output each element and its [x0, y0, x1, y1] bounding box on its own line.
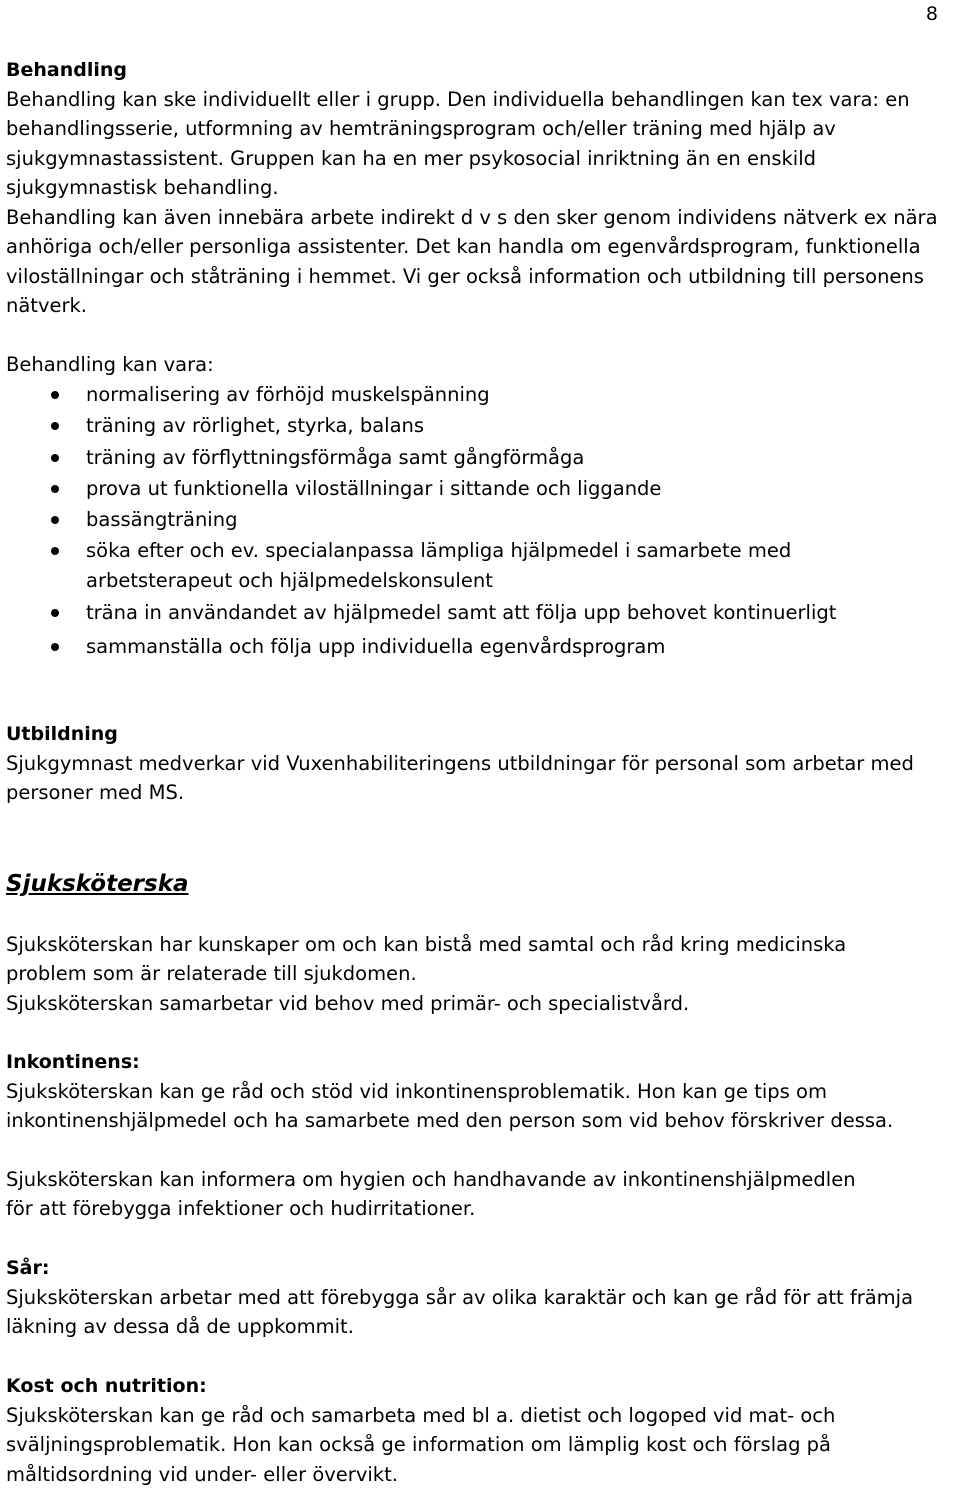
bullet-icon	[51, 391, 59, 399]
bullet-icon	[51, 547, 59, 555]
bullet-icon	[51, 422, 59, 430]
sjukskoterska-paragraph-1: Sjuksköterskan har kunskaper om och kan bistå med samtal och råd kring medicinska problem som är relaterade till sjukdomen.	[6, 933, 847, 986]
list-item	[6, 380, 950, 410]
list-item-text: träning av förflyttningsförmåga samt gångförmåga	[86, 445, 585, 469]
list-item-text: bassängträning	[86, 508, 238, 532]
list-item-text: prova ut funktionella viloställningar i sittande och liggande	[86, 476, 662, 500]
document-page	[6, 0, 950, 1491]
behandling-paragraph-2: Behandling kan även innebära arbete indirekt d v s den sker genom individens nätverk ex nära anhöriga och/eller personliga assistenter. Det kan handla om egenvårdsprogram, funktionella viloställningar och ståträning i hemmet. Vi ger också information och utbildning till personens nätverk.	[6, 206, 938, 317]
list-item-text: sammanställa och följa upp individuella egenvårdsprogram	[86, 634, 666, 658]
behandling-list	[6, 380, 950, 663]
list-item-text: träning av rörlighet, styrka, balans	[86, 414, 425, 438]
list-item-text: träna in användandet av hjälpmedel samt att följa upp behovet kontinuerligt	[86, 600, 837, 624]
bullet-icon	[51, 643, 59, 651]
behandling-list-intro: Behandling kan vara:	[6, 353, 214, 376]
heading-behandling: Behandling	[6, 59, 127, 81]
behandling-paragraph-1: Behandling kan ske individuellt eller i grupp. Den individuella behandlingen kan tex vara: en behandlingsserie, utformning av hemträningsprogram och/eller träning med hjälp av sjukgymnastassistent. Gruppen kan ha en mer psykosocial inriktning än en enskild sjukgymnastisk behandling.	[6, 88, 910, 199]
inkontinens-paragraph-1: Sjuksköterskan kan ge råd och stöd vid inkontinensproblematik. Hon kan ge tips om inkontinenshjälpmedel och ha samarbete med den person som vid behov förskriver dessa.	[6, 1080, 894, 1133]
heading-utbildning: Utbildning	[6, 723, 118, 745]
bullet-icon	[51, 454, 59, 462]
list-item-text: normalisering av förhöjd muskelspänning	[86, 383, 490, 406]
sar-paragraph: Sjuksköterskan arbetar med att förebygga sår av olika karaktär och kan ge råd för att främja läkning av dessa då de uppkommit.	[6, 1286, 914, 1339]
bullet-icon	[51, 516, 59, 524]
heading-sjukskoterska: Sjuksköterska	[6, 871, 189, 897]
list-item	[6, 536, 950, 596]
kost-paragraph: Sjuksköterskan kan ge råd och samarbeta med bl a. dietist och logoped vid mat- och sväljningsproblematik. Hon kan också ge information om lämplig kost och förslag på måltidsordning vid under- eller övervikt.	[6, 1404, 836, 1486]
list-item-text: söka efter och ev. specialanpassa lämpliga hjälpmedel i samarbete med arbetsterapeut och hjälpmedelskonsulent	[86, 539, 792, 593]
heading-kost-och-nutrition: Kost och nutrition:	[6, 1375, 207, 1397]
sjukskoterska-paragraph-2: Sjuksköterskan samarbetar vid behov med primär- och specialistvård.	[6, 992, 690, 1015]
heading-inkontinens: Inkontinens:	[6, 1051, 140, 1073]
list-item	[6, 474, 950, 504]
list-item	[6, 443, 950, 473]
heading-sar: Sår:	[6, 1257, 50, 1279]
bullet-icon	[51, 609, 59, 617]
page-number: 8	[925, 3, 938, 25]
list-item	[6, 411, 950, 441]
list-item	[6, 632, 950, 662]
inkontinens-paragraph-2: Sjuksköterskan kan informera om hygien och handhavande av inkontinenshjälpmedlen för att förebygga infektioner och hudirritationer.	[6, 1168, 856, 1221]
bullet-icon	[51, 485, 59, 493]
utbildning-paragraph: Sjukgymnast medverkar vid Vuxenhabiliteringens utbildningar för personal som arbetar med personer med MS.	[6, 752, 914, 805]
list-item	[6, 598, 950, 628]
list-item	[6, 505, 950, 535]
